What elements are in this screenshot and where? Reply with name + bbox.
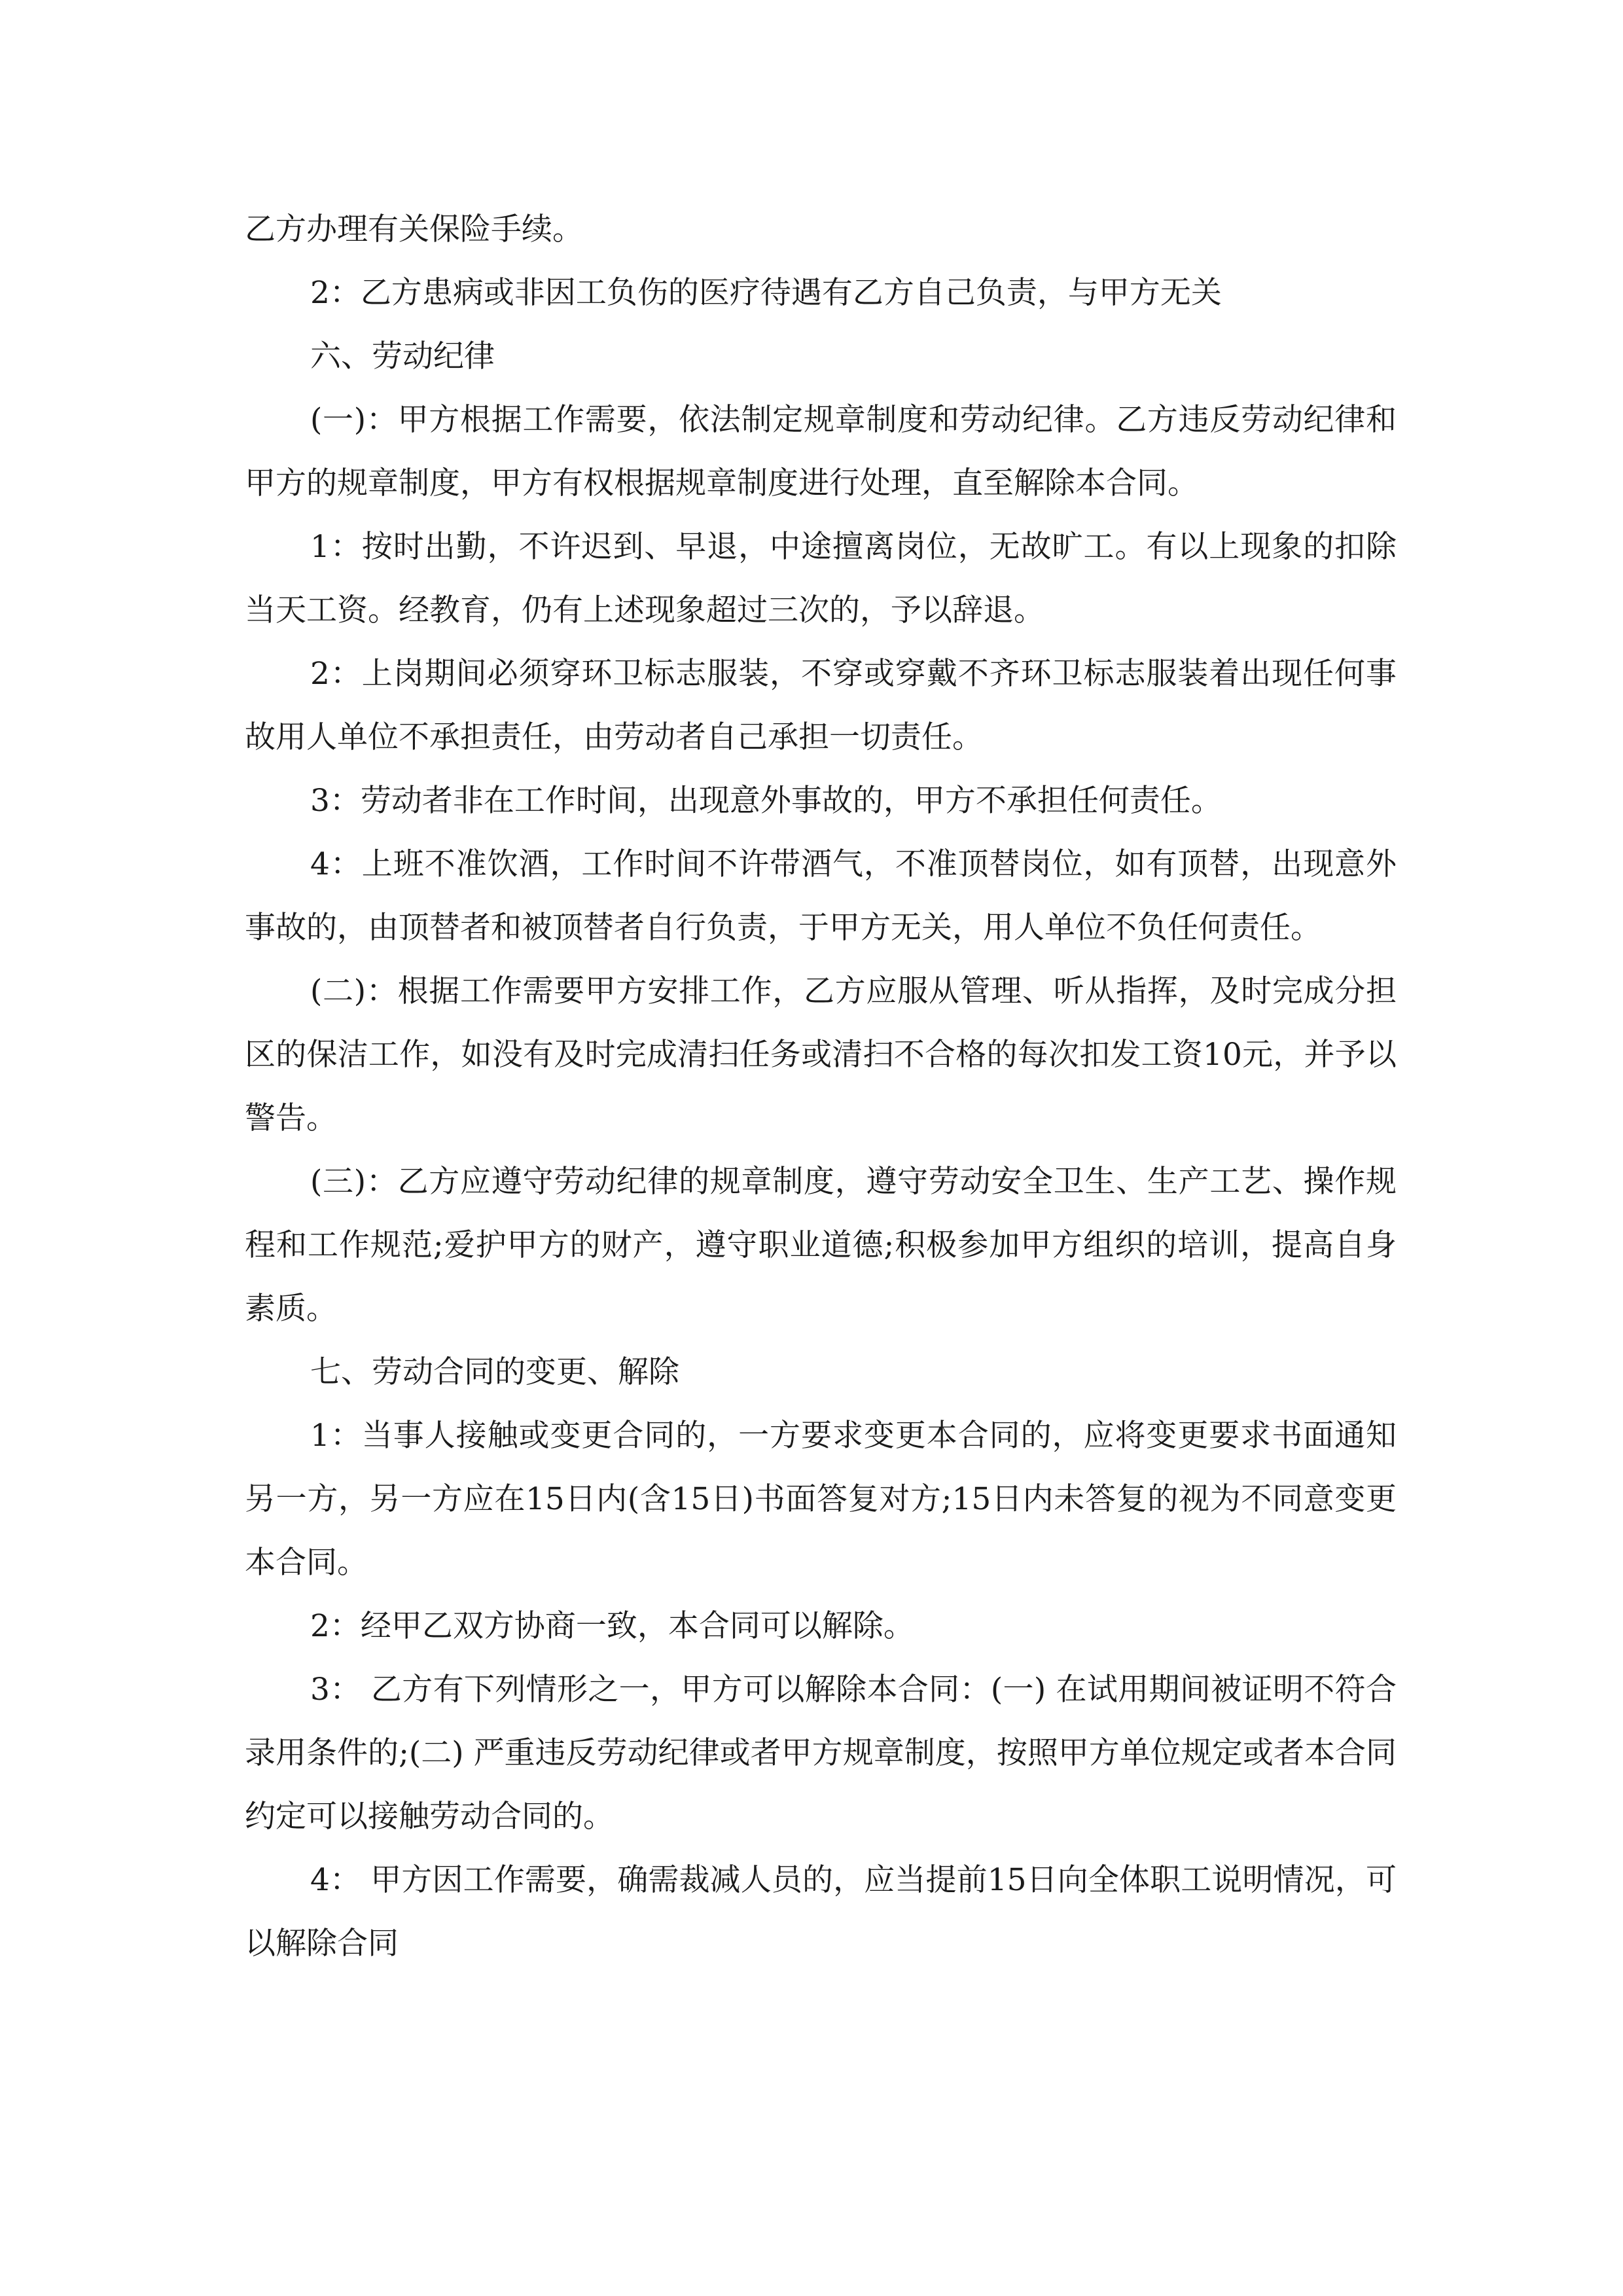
section-heading-7: 七、劳动合同的变更、解除 [310, 1354, 679, 1390]
paragraph-7: 3：劳动者非在工作时间，出现意外事故的，甲方不承担任何责任。 [310, 783, 1222, 819]
paragraph-10: (三)：乙方应遵守劳动纪律的规章制度，遵守劳动安全卫生、生产工艺、操作规程和工作规范;爱护甲方的财产，遵守职业道德;积极参加甲方组织的培训，提高自身素质。 [245, 1164, 1397, 1327]
paragraph-4: (一)：甲方根据工作需要，依法制定规章制度和劳动纪律。乙方违反劳动纪律和甲方的规章制度，甲方有权根据规章制度进行处理，直至解除本合同。 [245, 402, 1397, 501]
paragraph-14: 3： 乙方有下列情形之一，甲方可以解除本合同：(一) 在试用期间被证明不符合录用条件的;(二) 严重违反劳动纪律或者甲方规章制度，按照甲方单位规定或者本合同约定可以接触劳动合同的。 [245, 1672, 1397, 1835]
paragraph-6: 2：上岗期间必须穿环卫标志服装，不穿或穿戴不齐环卫标志服装着出现任何事故用人单位不承担责任，由劳动者自己承担一切责任。 [245, 656, 1397, 755]
paragraph-13: 2：经甲乙双方协商一致，本合同可以解除。 [310, 1608, 914, 1644]
paragraph-9: (二)：根据工作需要甲方安排工作，乙方应服从管理、听从指挥，及时完成分担区的保洁工作，如没有及时完成清扫任务或清扫不合格的每次扣发工资10元，并予以警告。 [245, 973, 1397, 1136]
section-heading-6: 六、劳动纪律 [310, 338, 495, 374]
paragraph-5: 1：按时出勤，不许迟到、早退，中途擅离岗位，无故旷工。有以上现象的扣除当天工资。经教育，仍有上述现象超过三次的，予以辞退。 [245, 529, 1397, 628]
paragraph-15: 4： 甲方因工作需要，确需裁减人员的，应当提前15日向全体职工说明情况，可以解除合同 [245, 1862, 1397, 1962]
paragraph-1: 乙方办理有关保险手续。 [245, 211, 583, 247]
paragraph-2: 2：乙方患病或非因工负伤的医疗待遇有乙方自己负责，与甲方无关 [310, 275, 1222, 311]
paragraph-8: 4：上班不准饮酒，工作时间不许带酒气，不准顶替岗位，如有顶替，出现意外事故的，由顶替者和被顶替者自行负责，于甲方无关，用人单位不负任何责任。 [245, 846, 1397, 946]
document-body [245, 198, 1397, 1975]
paragraph-12: 1：当事人接触或变更合同的，一方要求变更本合同的，应将变更要求书面通知另一方，另一方应在15日内(含15日)书面答复对方;15日内未答复的视为不同意变更本合同。 [245, 1418, 1397, 1581]
